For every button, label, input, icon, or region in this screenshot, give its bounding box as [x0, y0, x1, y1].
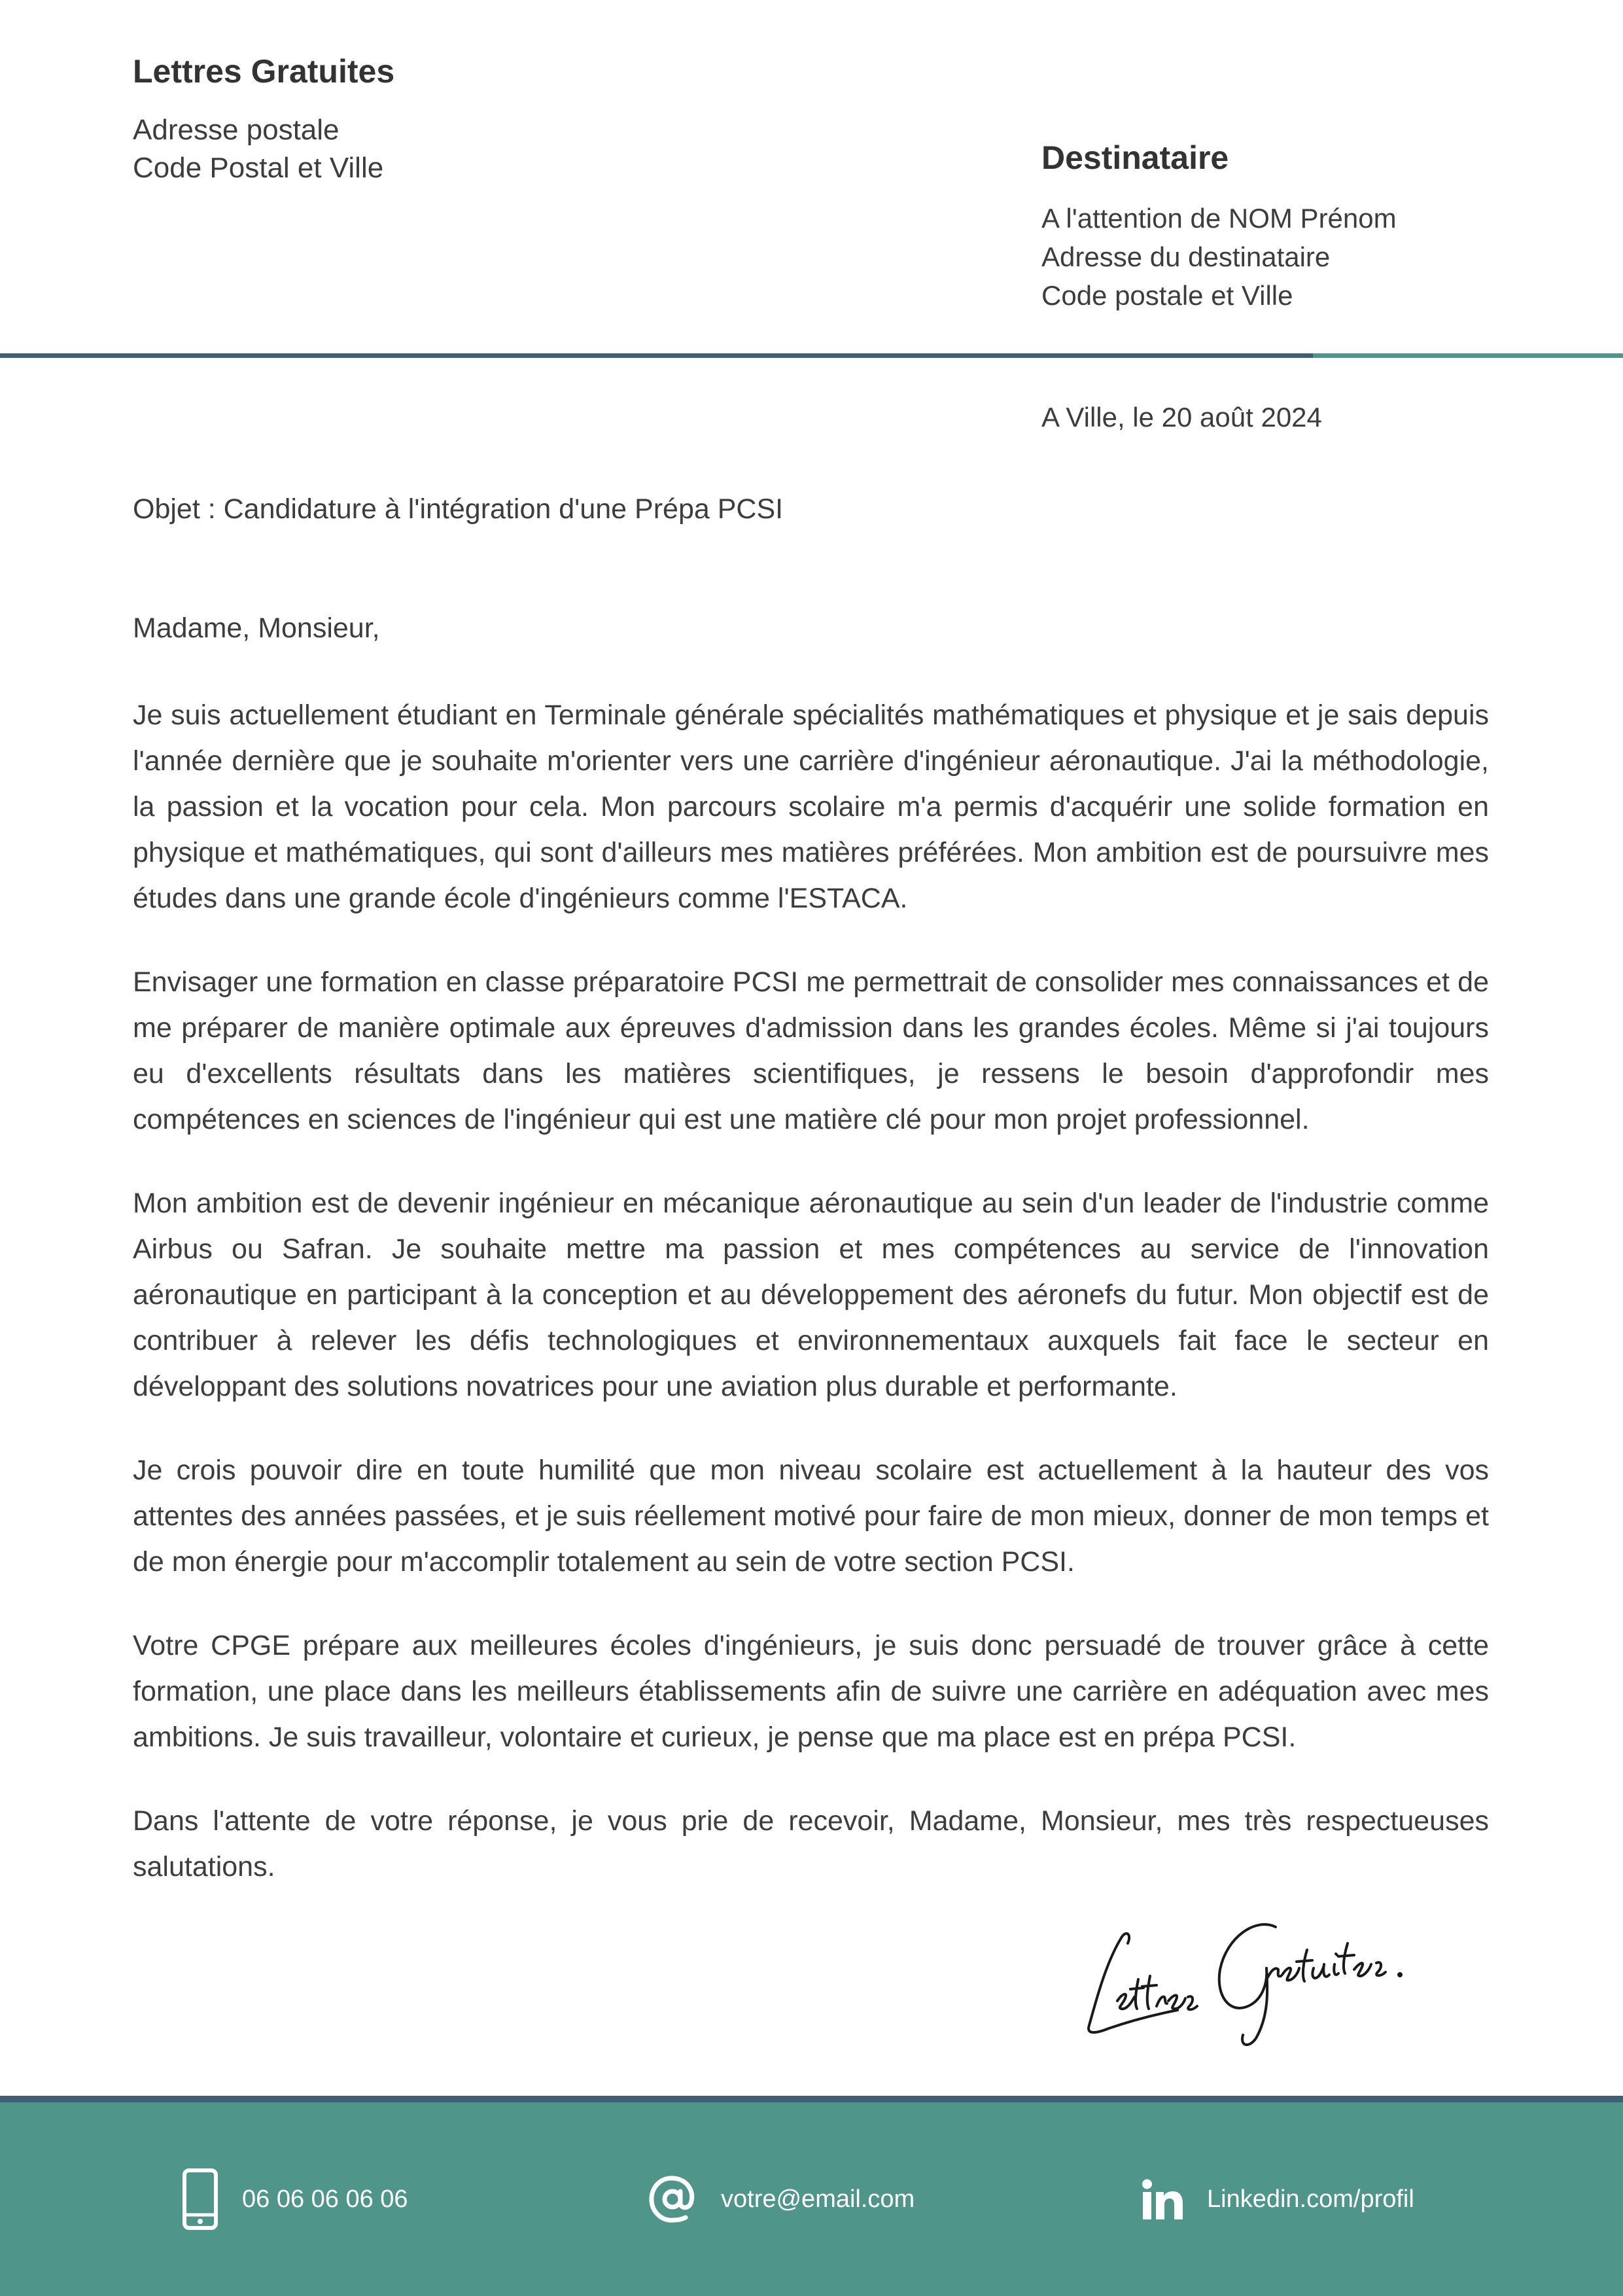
recipient-address	[1041, 199, 1397, 315]
header-divider-dark	[0, 353, 1313, 358]
sender-city-line: Code Postal et Ville	[133, 152, 384, 184]
letter-subject: Objet : Candidature à l'intégration d'une Prépa PCSI	[133, 493, 784, 525]
body-paragraph: Dans l'attente de votre réponse, je vous prie de recevoir, Madame, Monsieur, mes très respectueuses salutations.	[133, 1805, 1489, 1882]
recipient-attention-line: A l'attention de NOM Prénom	[1041, 203, 1397, 234]
sender-address	[133, 111, 383, 187]
phone-icon	[182, 2168, 218, 2231]
footer-divider	[0, 2096, 1623, 2102]
recipient-city-line: Code postale et Ville	[1041, 280, 1293, 311]
contact-email	[648, 2102, 915, 2296]
phone-number[interactable]: 06 06 06 06 06	[242, 2185, 408, 2213]
email-address[interactable]: votre@email.com	[721, 2185, 915, 2213]
body-paragraph: Mon ambition est de devenir ingénieur en mécanique aéronautique au sein d'un leader de l'industrie comme Airbus ou Safran. Je souhaite mettre ma passion et mes compétences au service de l'innovation aéronautique en participant à la conception et au développement des aéronefs du futur. Mon objectif est de contribuer à relever les défis technologiques et environnementaux auxquels fait face le secteur en développant des solutions novatrices pour une aviation plus durable et performante.	[133, 1188, 1489, 1402]
contact-linkedin	[1142, 2102, 1414, 2296]
recipient-address-line: Adresse du destinataire	[1041, 241, 1331, 272]
sender-address-line: Adresse postale	[133, 114, 340, 146]
linkedin-url[interactable]: Linkedin.com/profil	[1207, 2185, 1414, 2213]
header-divider-accent	[1313, 353, 1623, 358]
at-icon	[648, 2174, 697, 2224]
letter-salutation: Madame, Monsieur,	[133, 612, 380, 644]
recipient-title: Destinataire	[1041, 139, 1229, 176]
contact-footer	[0, 2102, 1623, 2296]
body-paragraph: Votre CPGE prépare aux meilleures écoles d'ingénieurs, je suis donc persuadé de trouver grâce à cette formation, une place dans les meilleurs établissements afin de suivre une carrière en adéquation avec mes ambitions. Je suis travailleur, volontaire et curieux, je pense que ma place est en prépa PCSI.	[133, 1630, 1489, 1753]
linkedin-icon	[1142, 2179, 1183, 2219]
letter-body	[133, 692, 1489, 1928]
body-paragraph: Je crois pouvoir dire en toute humilité que mon niveau scolaire est actuellement à la hauteur des vos attentes des années passées, et je suis réellement motivé pour faire de mon mieux, donner de mon temps et de mon énergie pour m'accomplir totalement au sein de votre section PCSI.	[133, 1455, 1489, 1578]
body-paragraph: Je suis actuellement étudiant en Terminale générale spécialités mathématiques et physique et je sais depuis l'année dernière que je souhaite m'orienter vers une carrière d'ingénieur aéronautique. J'ai la méthodologie, la passion et la vocation pour cela. Mon parcours scolaire m'a permis d'acquérir une solide formation en physique et mathématiques, qui sont d'ailleurs mes matières préférées. Mon ambition est de poursuivre mes études dans une grande école d'ingénieurs comme l'ESTACA.	[133, 699, 1489, 914]
sender-name: Lettres Gratuites	[133, 53, 395, 90]
handwritten-signature	[1060, 1891, 1439, 2055]
contact-phone	[182, 2102, 408, 2296]
letter-date: A Ville, le 20 août 2024	[1041, 402, 1322, 433]
body-paragraph: Envisager une formation en classe préparatoire PCSI me permettrait de consolider mes connaissances et de me préparer de manière optimale aux épreuves d'admission dans les grandes écoles. Même si j'ai toujours eu d'excellents résultats dans les matières scientifiques, je ressens le besoin d'approfondir mes compétences en sciences de l'ingénieur qui est une matière clé pour mon projet professionnel.	[133, 966, 1489, 1135]
